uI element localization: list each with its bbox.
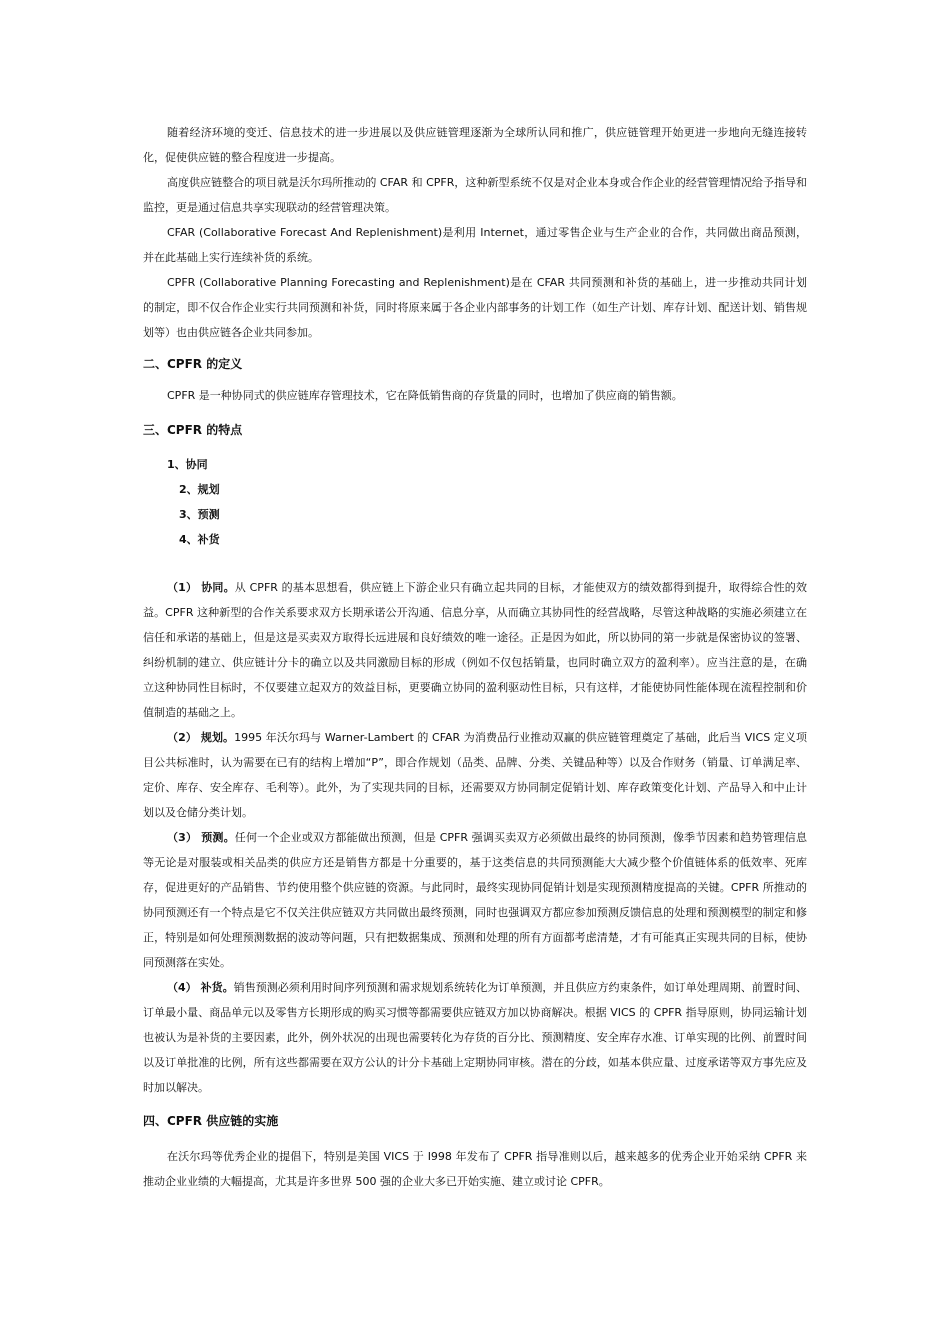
feature-detail-text: 任何一个企业或双方都能做出预测，但是 CPFR 强调买卖双方必须做出最终的协同预测，像季节因素和趋势管理信息等无论是对服装或相关品类的供应方还是销售方都是十分重要的，基于这类信息的共同预测能大大减少整个价值链体系的低效率、死库存，促进更好的产品销售、节约使用整个供应链的资源。与此同时，最终实现协同促销计划是实现预测精度提高的关键。CPFR 所推动的协同预测还有一个特点是它不仅关注供应链双方共同做出最终预测，同时也强调双方都应参加预测反馈信息的处理和预测模型的制定和修正，特别是如何处理预测数据的波动等问题，只有把数据集成、预测和处理的所有方面都考虑清楚，才有可能真正实现共同的目标，使协同预测落在实处。 (143, 831, 807, 969)
feature-detail-replenishment (143, 975, 807, 1100)
feature-detail-text: 1995 年沃尔玛与 Warner-Lambert 的 CFAR 为消费品行业推动双赢的供应链管理奠定了基础，此后当 VICS 定义项目公共标准时，认为需要在已有的结构上增加“P”，即合作规划（品类、品牌、分类、关键品种等）以及合作财务（销量、订单满足率、定价、库存、安全库存、毛利等）。此外，为了实现共同的目标，还需要双方协同制定促销计划、库存政策变化计划、产品导入和中止计划以及仓储分类计划。 (143, 731, 807, 819)
feature-detail-lead: （3） 预测。 (167, 831, 235, 844)
feature-item: 3、预测 (179, 508, 220, 521)
feature-item: 2、规划 (179, 483, 220, 496)
feature-item: 4、补货 (179, 533, 220, 546)
feature-detail-planning (143, 725, 807, 825)
feature-detail-lead: （2） 规划。 (167, 731, 235, 744)
feature-list (143, 452, 807, 552)
feature-detail-collaboration (143, 575, 807, 725)
feature-detail-text: 从 CPFR 的基本思想看，供应链上下游企业只有确立起共同的目标，才能使双方的绩效都得到提升，取得综合性的效益。CPFR 这种新型的合作关系要求双方长期承诺公开沟通、信息分享，从而确立其协同性的经营战略，尽管这种战略的实施必须建立在信任和承诺的基础上，但是这是买卖双方取得长远进展和良好绩效的唯一途径。正是因为如此，所以协同的第一步就是保密协议的签署、纠纷机制的建立、供应链计分卡的确立以及共同激励目标的形成（例如不仅包括销量，也同时确立双方的盈利率）。应当注意的是，在确立这种协同性目标时，不仅要建立起双方的效益目标，更要确立协同的盈利驱动性目标，只有这样，才能使协同性能体现在流程控制和价值制造的基础之上。 (143, 581, 807, 719)
intro-paragraph: 高度供应链整合的项目就是沃尔玛所推动的 CFAR 和 CPFR，这种新型系统不仅是对企业本身或合作企业的经营管理情况给予指导和监控，更是通过信息共享实现联动的经营管理决策。 (143, 176, 807, 214)
intro-paragraph: 随着经济环境的变迁、信息技术的进一步进展以及供应链管理逐渐为全球所认同和推广，供应链管理开始更进一步地向无缝连接转化，促使供应链的整合程度进一步提高。 (143, 126, 807, 164)
document-body (143, 120, 807, 1194)
section-heading-definition: 二、CPFR 的定义 (143, 357, 243, 371)
feature-detail-lead: （4） 补货。 (167, 981, 234, 994)
feature-item: 1、协同 (167, 458, 208, 471)
feature-detail-text: 销售预测必须利用时间序列预测和需求规划系统转化为订单预测，并且供应方约束条件，如订单处理周期、前置时间、订单最小量、商品单元以及零售方长期形成的购买习惯等都需要供应链双方加以协商解决。根据 VICS 的 CPFR 指导原则，协同运输计划也被认为是补货的主要因素，此外，例外状况的出现也需要转化为存货的百分比、预测精度、安全库存水准、订单实现的比例、前置时间以及订单批准的比例，所有这些都需要在双方公认的计分卡基础上定期协同审核。潜在的分歧，如基本供应量、过度承诺等双方事先应及时加以解决。 (143, 981, 808, 1094)
feature-detail-lead: （1） 协同。 (167, 581, 235, 594)
feature-detail-forecasting (143, 825, 807, 975)
section-heading-implementation: 四、CPFR 供应链的实施 (143, 1114, 279, 1128)
definition-paragraph: CPFR 是一种协同式的供应链库存管理技术，它在降低销售商的存货量的同时，也增加了供应商的销售额。 (167, 389, 683, 402)
cfar-definition-paragraph: CFAR (Collaborative Forecast And Replenishment)是利用 Internet，通过零售企业与生产企业的合作，共同做出商品预测，并在此基础上实行连续补货的系统。 (143, 226, 807, 264)
section-heading-features: 三、CPFR 的特点 (143, 423, 243, 437)
implementation-paragraph: 在沃尔玛等优秀企业的提倡下，特别是美国 VICS 于 I998 年发布了 CPFR 指导准则以后，越来越多的优秀企业开始采纳 CPFR 来推动企业业绩的大幅提高，尤其是许多世界 500 强的企业大多已开始实施、建立或讨论 CPFR。 (143, 1150, 807, 1188)
cpfr-definition-paragraph: CPFR (Collaborative Planning Forecasting and Replenishment)是在 CFAR 共同预测和补货的基础上，进一步推动共同计划的制定，即不仅合作企业实行共同预测和补货，同时将原来属于各企业内部事务的计划工作（如生产计划、库存计划、配送计划、销售规划等）也由供应链各企业共同参加。 (143, 276, 807, 339)
